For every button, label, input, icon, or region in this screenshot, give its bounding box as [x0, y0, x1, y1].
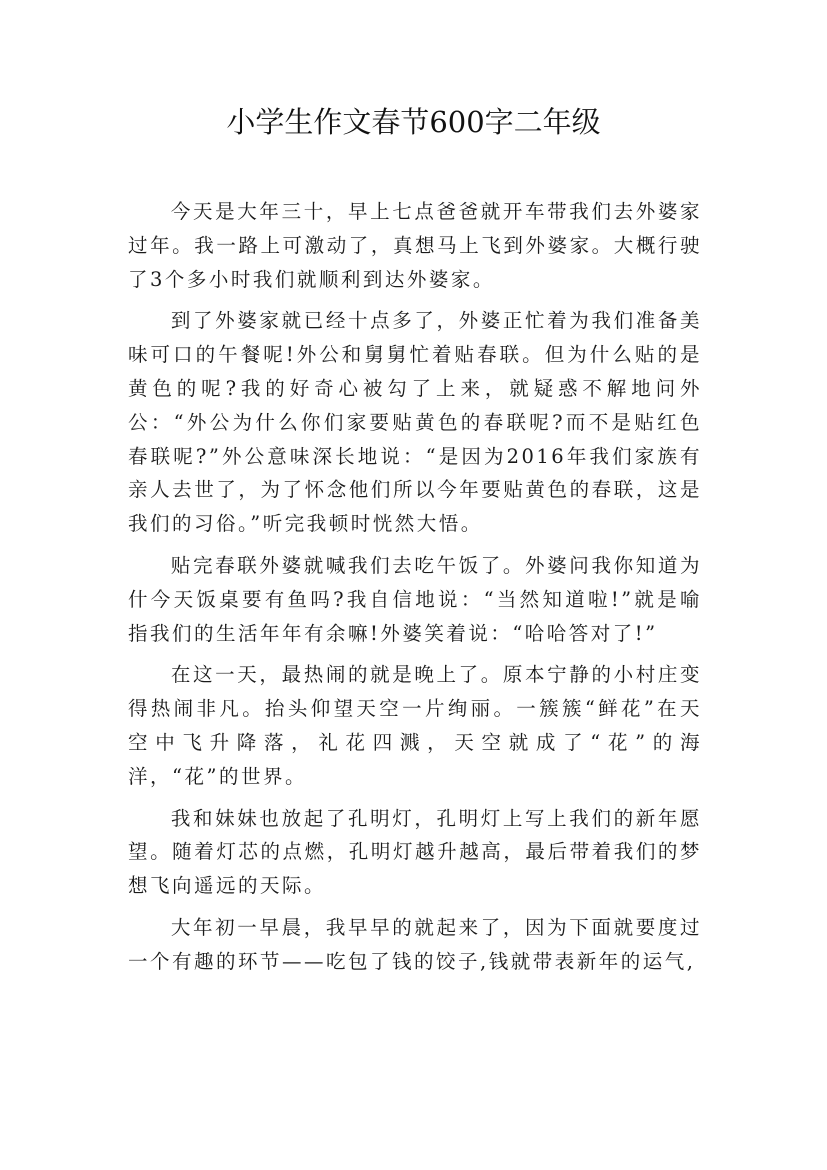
- paragraph: 大年初一早晨，我早早的就起来了，因为下面就要度过一个有趣的环节——吃包了钱的饺子,钱就带表新年的运气,: [128, 915, 702, 973]
- paragraph: 在这一天，最热闹的就是晚上了。原本宁静的小村庄变得热闹非凡。抬头仰望天空一片绚丽。一簇簇“鲜花”在天空中飞升降落，礼花四溅，天空就成了“花”的海洋，“花”的世界。: [128, 663, 702, 788]
- paragraph: 贴完春联外婆就喊我们去吃午饭了。外婆问我你知道为什今天饭桌要有鱼吗?我自信地说：“当然知道啦!”就是喻指我们的生活年年有余嘛!外婆笑着说：“哈哈答对了!”: [128, 553, 702, 645]
- paragraph: 到了外婆家就已经十点多了，外婆正忙着为我们准备美味可口的午餐呢!外公和舅舅忙着贴春联。但为什么贴的是黄色的呢?我的好奇心被勾了上来，就疑惑不解地问外公：“外公为什么你们家要贴黄色的春联呢?而不是贴红色春联呢?”外公意味深长地说：“是因为2016年我们家族有亲人去世了，为了怀念他们所以今年要贴黄色的春联，这是我们的习俗。”听完我顿时恍然大悟。: [128, 309, 702, 536]
- document-body: [128, 195, 702, 987]
- paragraph: 我和妹妹也放起了孔明灯，孔明灯上写上我们的新年愿望。随着灯芯的点燃，孔明灯越升越高，最后带着我们的梦想飞向遥远的天际。: [128, 806, 702, 898]
- paragraph: 今天是大年三十，早上七点爸爸就开车带我们去外婆家过年。我一路上可激动了，真想马上飞到外婆家。大概行驶了3个多小时我们就顺利到达外婆家。: [128, 200, 702, 291]
- document-title: 小学生作文春节600字二年级: [226, 105, 601, 139]
